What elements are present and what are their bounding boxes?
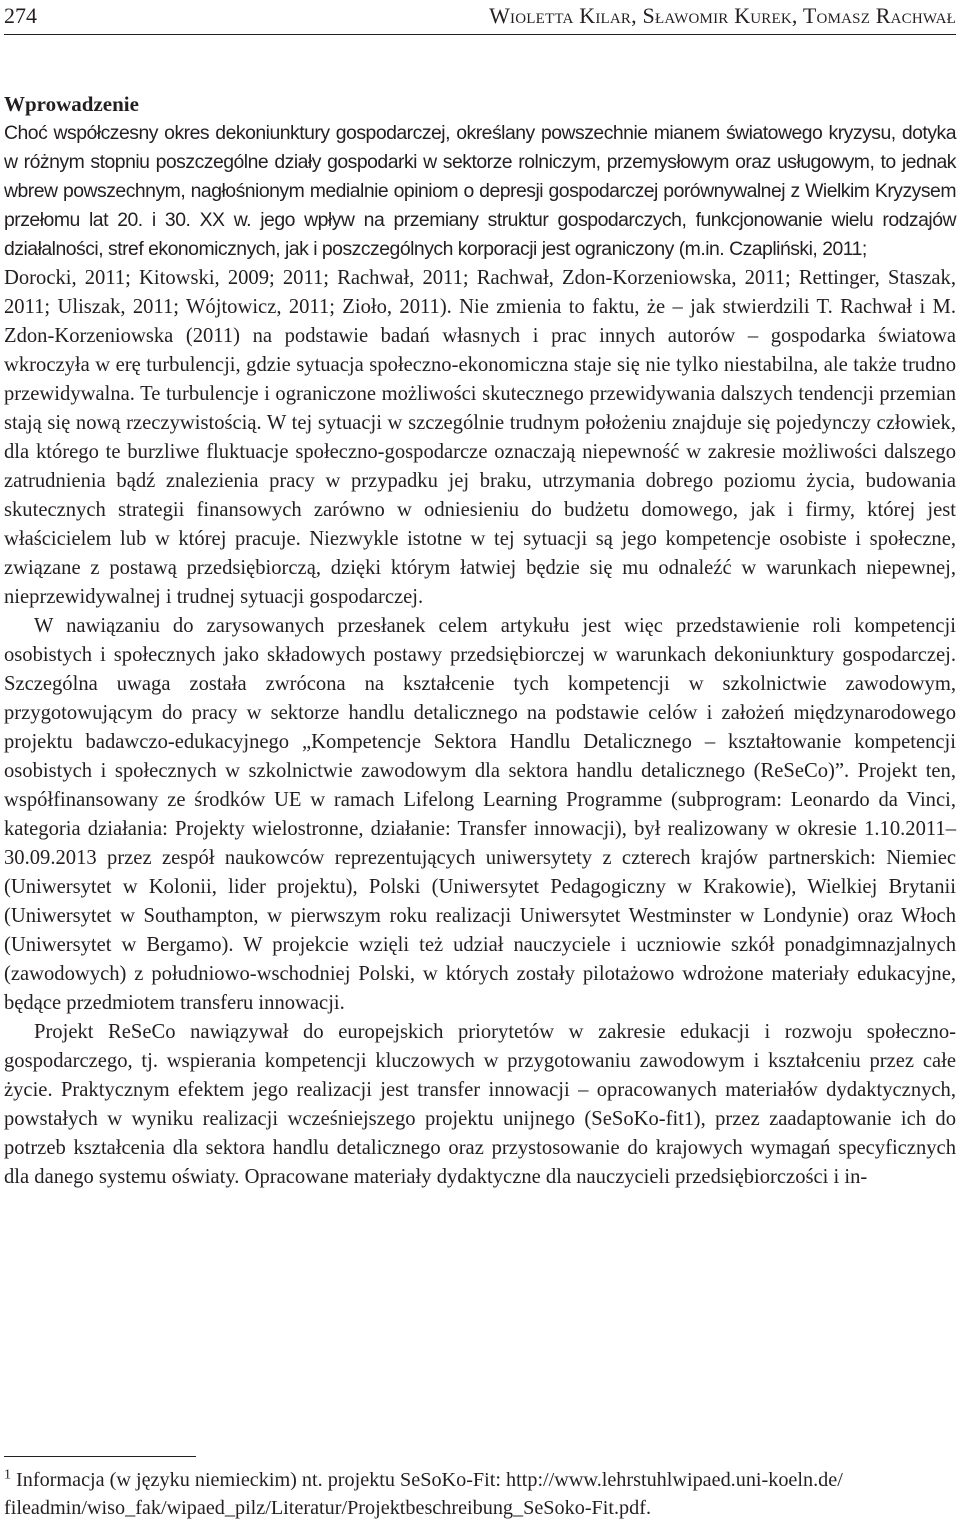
- article-body: [4, 90, 956, 1192]
- footnote-line-1: Informacja (w języku niemieckim) nt. projektu SeSoKo-Fit: http://www.lehrstuhlwipaed.uni-koeln.de/: [16, 1469, 843, 1491]
- footnote-divider: [4, 1456, 196, 1457]
- paragraph-3-part-b: ), przez zaadaptowanie ich do potrzeb kształcenia dla sektora handlu detalicznego oraz przystosowanie do krajowych wymagań specyficznych dla danego systemu oświaty. Opracowane materiały dydaktyczne dla nauczycieli przedsiębiorczości i in-: [4, 1108, 956, 1188]
- paragraph-2: W nawiązaniu do zarysowanych przesłanek celem artykułu jest więc przedstawienie roli kompetencji osobistych i społecznych jako składowych postawy przedsiębiorczej w warunkach dekoniunktury gospodarczej. Szczególna uwaga została zwrócona na kształcenie tych kompetencji w szkolnictwie zawodowym, przygotowującym do pracy w sektorze handlu detalicznego na podstawie celów i założeń międzynarodowego projektu badawczo-edukacyjnego „Kompetencje Sektora Handlu Detalicznego – kształtowanie kompetencji osobistych i społecznych w szkolnictwie zawodowym dla sektora handlu detalicznego (ReSeCo)”. Projekt ten, współfinansowany ze środków UE w ramach Lifelong Learning Programme (subprogram: Leonardo da Vinci, kategoria działania: Projekty wielostronne, działanie: Transfer innowacji), był realizowany w okresie 1.10.2011–30.09.2013 przez zespół naukowców reprezentujących uniwersytety z czterech krajów partnerskich: Niemiec (Uniwersytet w Kolonii, lider projektu), Polski (Uniwersytet Pedagogiczny w Krakowie), Wielkiej Brytanii (Uniwersytet w Southampton, w pierwszym roku realizacji Uniwersytet Westminster w Londynie) oraz Włoch (Uniwersytet w Bergamo). W projekcie wzięli też udział nauczyciele i uczniowie szkół ponadgimnazjalnych (zawodowych) z południowo-wschodniej Polski, w których zostały pilotażowo wdrożone materiały edukacyjne, będące przedmiotem transferu innowacji.: [4, 615, 956, 1014]
- footnote: [4, 1466, 956, 1522]
- section-title: Wprowadzenie: [4, 92, 139, 116]
- paragraph-1-continuation: Dorocki, 2011; Kitowski, 2009; 2011; Rachwał, 2011; Rachwał, Zdon-Korzeniowska, 2011; Rettinger, Staszak, 2011; Uliszak, 2011; Wójtowicz, 2011; Zioło, 2011). Nie zmienia to faktu, że – jak stwierdzili T. Rachwał i M. Zdon-Korzeniowska (2011) na podstawie badań własnych i prac innych autorów – gospodarka światowa wkroczyła w erę turbulencji, gdzie sytuacja społeczno-ekonomiczna staje się nie tylko niestabilna, ale także trudno przewidywalna. Te turbulencje i ograniczone możliwości skutecznego przewidywania dalszych tendencji przemian stają się nową rzeczywistością. W tej sytuacji w szczególnie trudnym położeniu znajduje się pojedynczy człowiek, dla którego te burzliwe fluktuacje społeczno-gospodarcze oznaczają niepewność w zakresie możliwości dalszego zatrudnienia bądź znalezienia pracy w przypadku jej braku, utrzymania dobrego poziomu życia, budowania skutecznych strategii finansowych zarówno w odniesieniu do budżetu domowego, jak i firmy, której jest właścicielem lub w której pracuje. Niezwykle istotne w tej sytuacji są jego kompetencje osobiste i społeczne, związane z postawą przedsiębiorczą, dzięki którym łatwiej będzie się mu odnaleźć w warunkach niepewnej, nieprzewidywalnej i trudnej sytuacji gospodarczej.: [4, 267, 956, 608]
- footnote-line-2: fileadmin/wiso_fak/wipaed_pilz/Literatur/Projektbeschreibung_SeSoko-Fit.pdf.: [4, 1497, 651, 1519]
- footnote-mark: 1: [4, 1467, 11, 1483]
- paragraph-1-lead: Choć współczesny okres dekoniunktury gospodarczej, określany powszechnie mianem światowego kryzysu, dotyka w różnym stopniu poszczególne działy gospodarki w sektorze rolniczym, przemysłowym oraz usługowym, to jednak wbrew powszechnym, nagłośnionym medialnie opiniom o depresji gospodarczej porównywalnej z Wielkim Kryzysem przełomu lat 20. i 30. XX w. jego wpływ na przemiany struktur gospodarczych, funkcjonowanie wielu rodzajów działalności, stref ekonomicznych, jak i poszczególnych korporacji jest ograniczony (m.in. Czapliński, 2011;: [4, 122, 956, 260]
- page-number: 274: [4, 3, 37, 28]
- paragraph-3-part-a: Projekt ReSeCo nawiązywał do europejskich priorytetów w zakresie edukacji i rozwoju społeczno-gospodarczego, tj. wspierania kompetencji kluczowych w przygotowaniu zawodowym i kształceniu przez całe życie. Praktycznym efektem jego realizacji jest transfer innowacji – opracowanych materiałów dydaktycznych, powstałych w wyniku realizacji wcześniejszego projektu unijnego (SeSoKo-fit: [4, 1021, 956, 1130]
- page-header: [4, 0, 956, 35]
- paragraph-3: [4, 1018, 956, 1192]
- footnote-reference: 1: [683, 1109, 694, 1130]
- running-head-authors: Wioletta Kilar, Sławomir Kurek, Tomasz Rachwał: [489, 3, 956, 28]
